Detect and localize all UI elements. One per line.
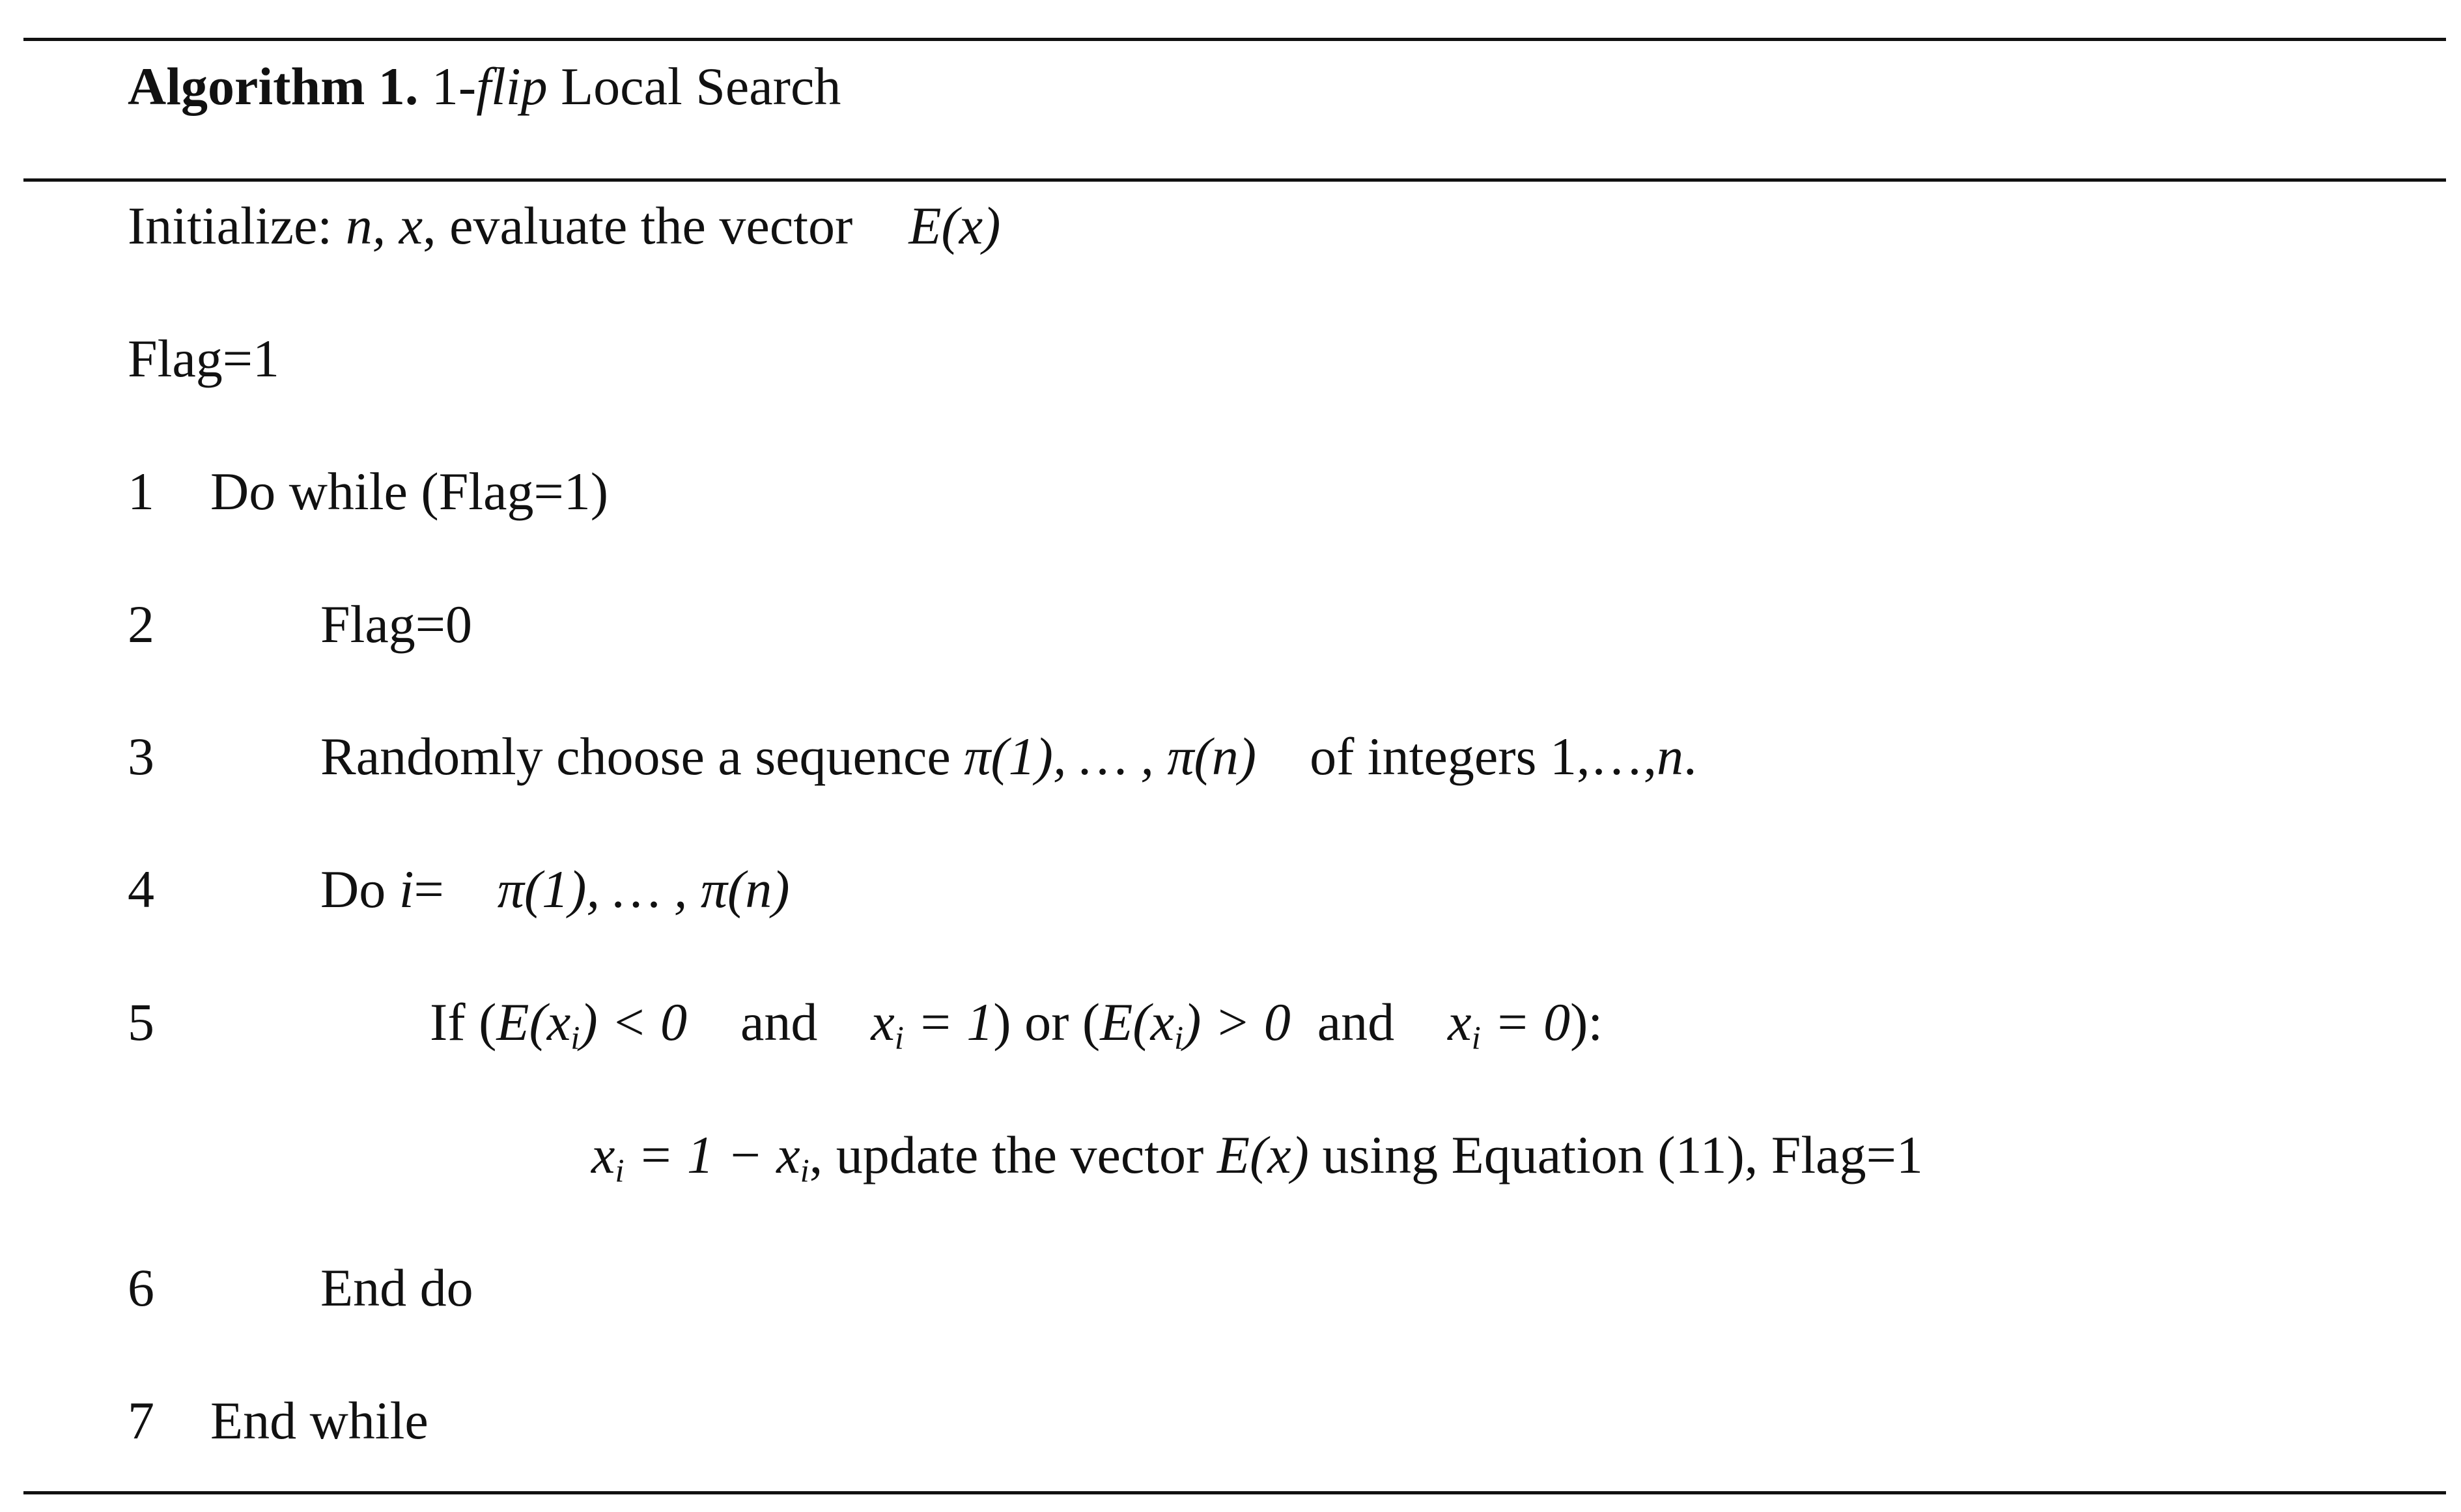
step5-math-g: x <box>1448 992 1472 1052</box>
flag-init-line: Flag=1 <box>128 329 280 388</box>
step5-math-c: x <box>871 992 895 1052</box>
step-number: 2 <box>128 595 154 654</box>
cont-math-c: E(x) <box>1216 1125 1309 1184</box>
init-mid: , evaluate the vector <box>423 196 853 255</box>
step5-math-b: ) < 0 <box>580 992 687 1052</box>
step4-var-i: i <box>399 860 414 919</box>
step5-sub-b: i <box>894 1020 904 1057</box>
algorithm-label: Algorithm 1. <box>128 57 419 116</box>
step-number: 7 <box>128 1391 154 1450</box>
step5-text-a: If ( <box>430 992 497 1052</box>
step-text <box>320 727 1697 786</box>
step3-var-n: n <box>1656 727 1683 786</box>
step5-math-e: E(x <box>1100 992 1174 1052</box>
init-vector: E(x) <box>908 196 1001 255</box>
bottom-rule <box>23 1491 2446 1494</box>
step-text <box>320 860 790 919</box>
init-prefix: Initialize: <box>128 196 346 255</box>
step-number: 1 <box>128 462 154 521</box>
step5-text-b: and <box>686 992 871 1052</box>
cont-math-a: x <box>591 1125 615 1184</box>
init-vars: n, x <box>345 196 423 255</box>
step5-text-e: ): <box>1570 992 1603 1052</box>
step3-text-b: of integers 1,…, <box>1256 727 1657 786</box>
step-number: 5 <box>128 992 154 1052</box>
step3-sequence: π(1), … , π(n) <box>964 727 1257 786</box>
cont-sub-b: i <box>800 1153 809 1190</box>
step4-text-a: Do <box>320 860 399 919</box>
step5-sub-c: i <box>1174 1020 1184 1057</box>
step-number: 3 <box>128 727 154 786</box>
cont-math-b: = 1 − x <box>624 1125 800 1184</box>
algorithm-title-suffix: Local Search <box>547 57 841 116</box>
step5-sub-d: i <box>1471 1020 1481 1057</box>
cont-sub-a: i <box>615 1153 625 1190</box>
algorithm-title-flip: flip <box>476 57 548 116</box>
step4-sequence: π(1), … , π(n) <box>497 860 790 919</box>
step5-sub-a: i <box>570 1020 580 1057</box>
algorithm-title <box>128 57 841 116</box>
cont-text-a: , update the vector <box>809 1125 1217 1184</box>
init-line <box>128 196 1001 255</box>
step5-math-f: ) > 0 <box>1183 992 1291 1052</box>
step3-text-a: Randomly choose a sequence <box>320 727 964 786</box>
cont-text-b: using Equation (11), Flag=1 <box>1308 1125 1923 1184</box>
step5-math-h: = 0 <box>1480 992 1571 1052</box>
algorithm-title-prefix: 1- <box>418 57 477 116</box>
step4-text-b: = <box>414 860 498 919</box>
step-text: End while <box>210 1391 429 1450</box>
step-number: 4 <box>128 860 154 919</box>
step5-text-d: and <box>1290 992 1448 1052</box>
step-text-continuation <box>591 1125 1923 1190</box>
step5-math-d: = 1 <box>903 992 994 1052</box>
step-text: Do while (Flag=1) <box>210 462 609 521</box>
step-text: Flag=0 <box>320 595 473 654</box>
step3-text-c: . <box>1683 727 1697 786</box>
step5-text-c: ) or ( <box>993 992 1101 1052</box>
step-text: End do <box>320 1258 473 1317</box>
step-number: 6 <box>128 1258 154 1317</box>
step-text <box>430 992 1603 1057</box>
step5-math-a: E(x <box>496 992 571 1052</box>
header-rule <box>23 178 2446 182</box>
top-rule <box>23 38 2446 41</box>
